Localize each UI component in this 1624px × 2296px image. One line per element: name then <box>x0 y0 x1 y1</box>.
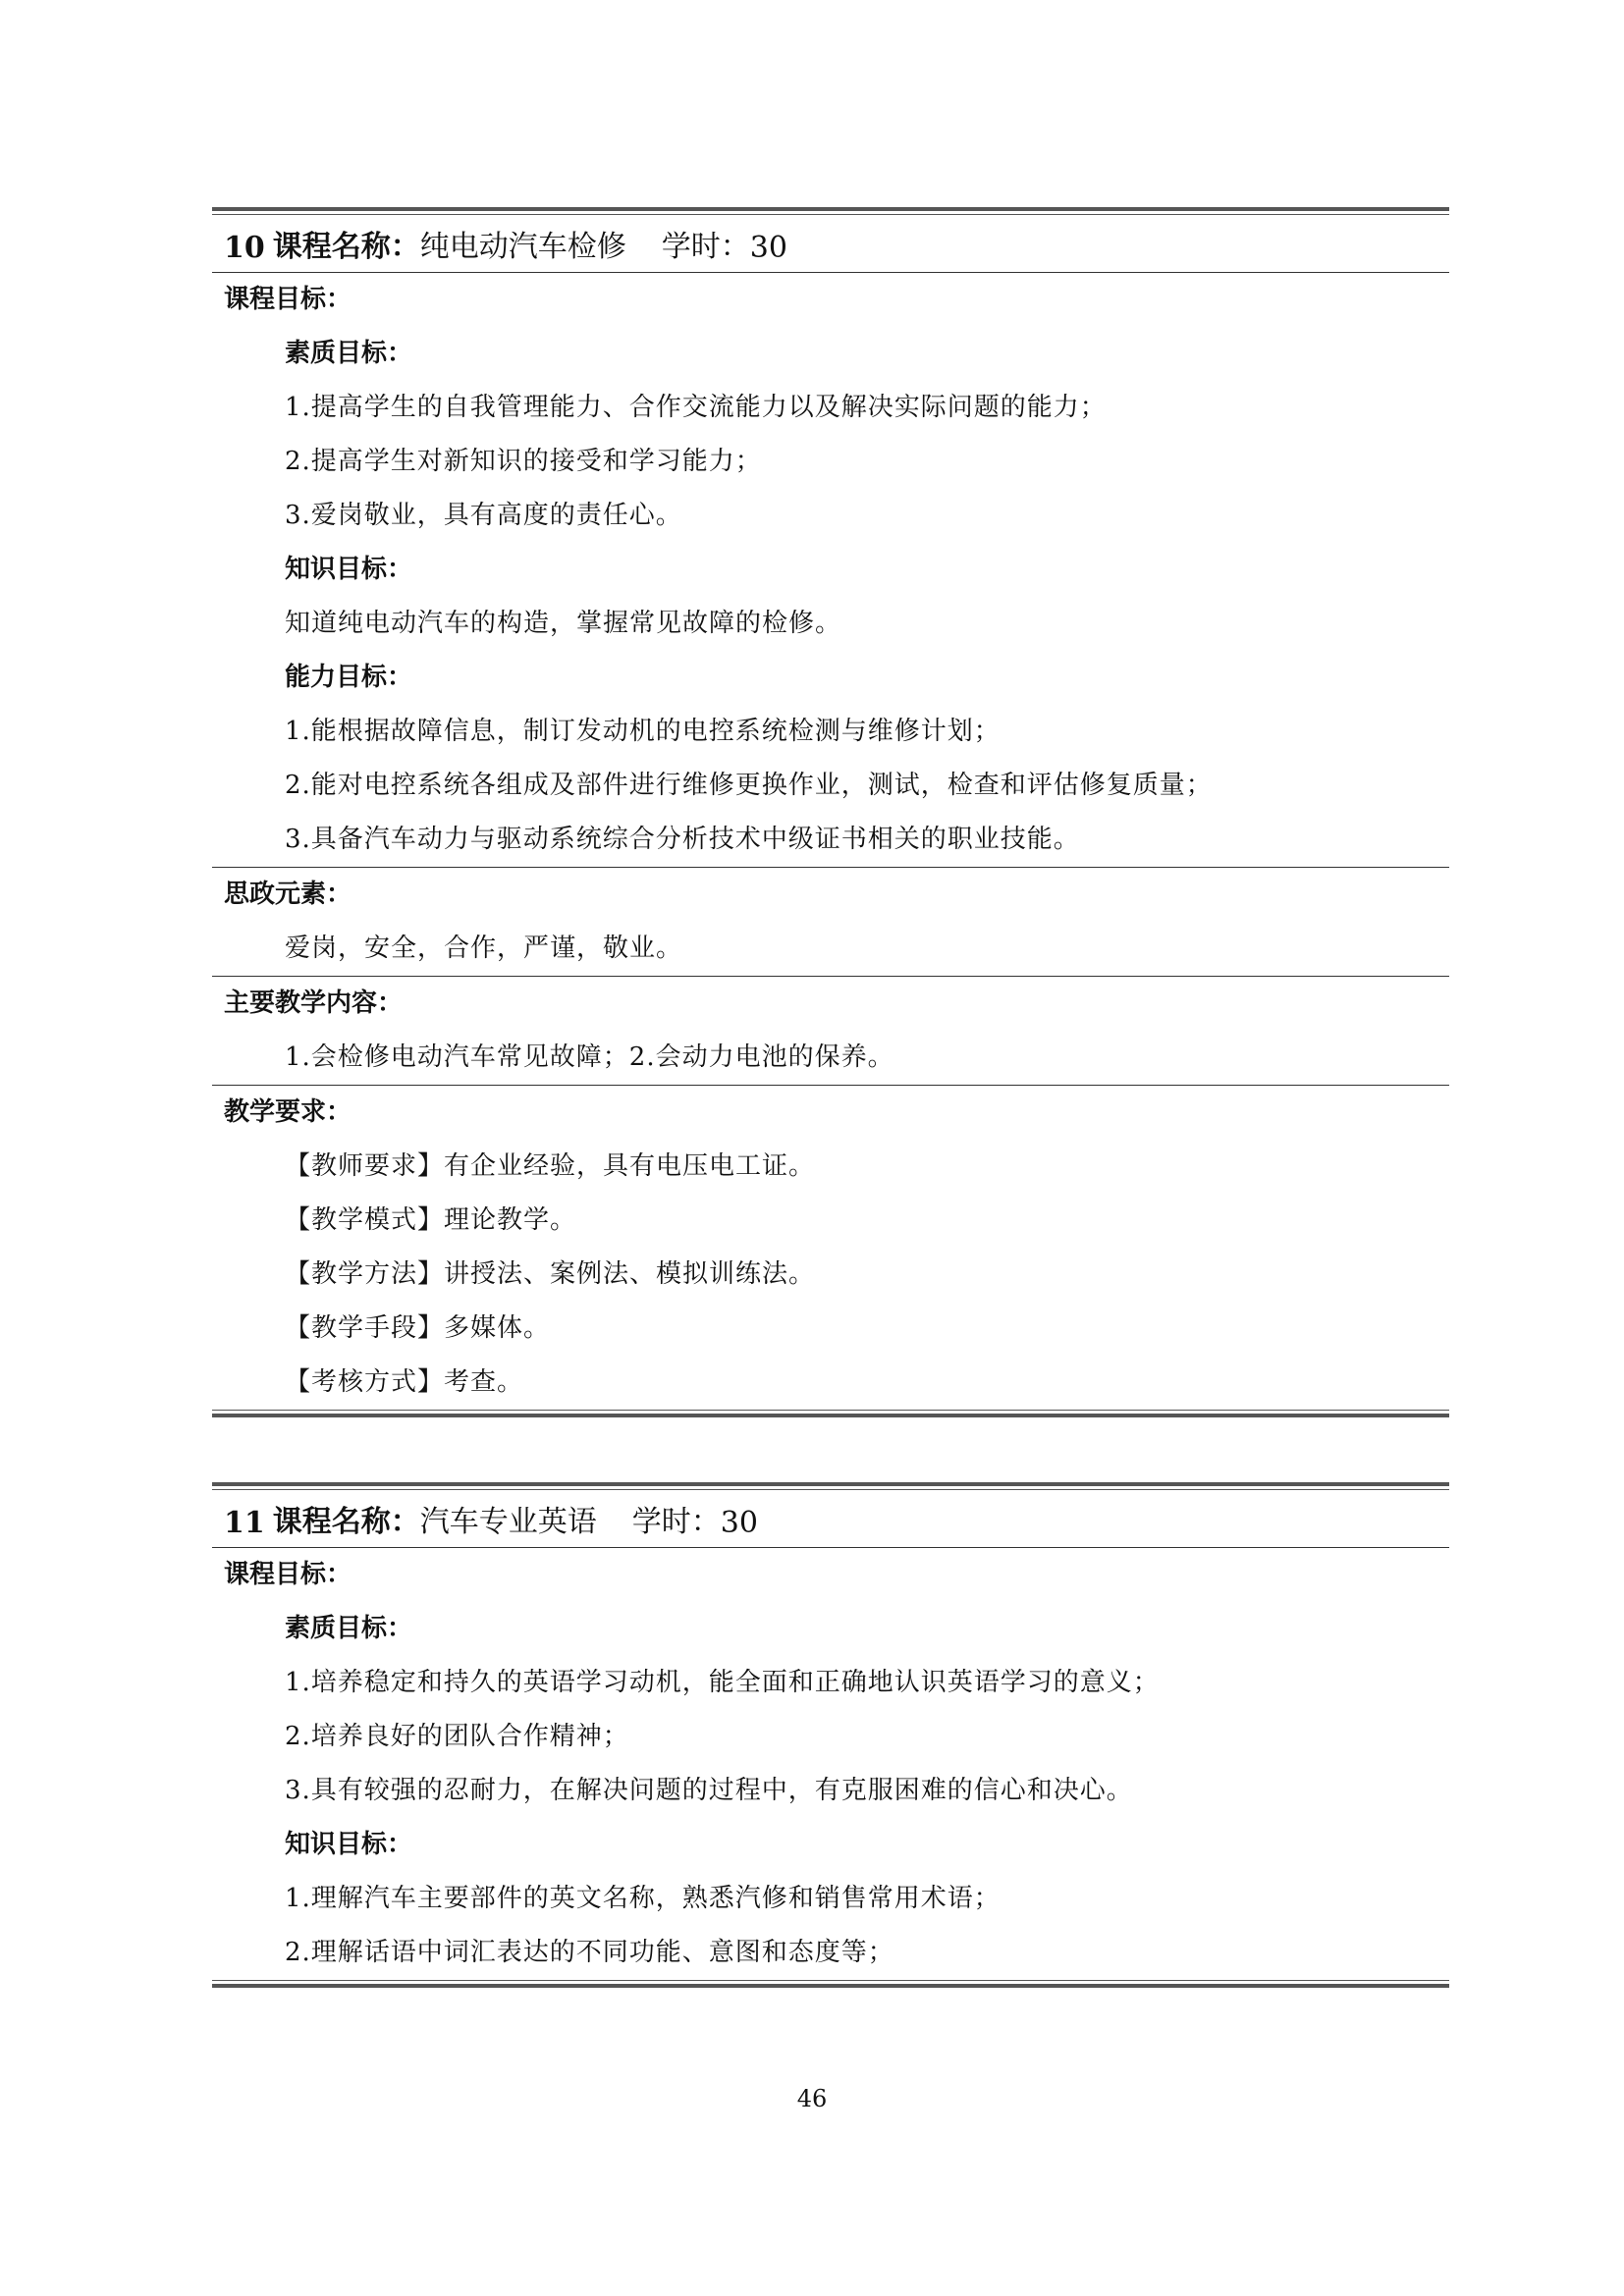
double-rule-top <box>212 1482 1449 1490</box>
ability-item: 3.具备汽车动力与驱动系统综合分析技术中级证书相关的职业技能。 <box>285 825 1080 854</box>
quality-item: 2.培养良好的团队合作精神； <box>285 1722 629 1751</box>
page-number: 46 <box>796 2085 828 2112</box>
quality-item: 2.提高学生对新知识的接受和学习能力； <box>285 447 762 476</box>
requirement-item: 【考核方式】考查。 <box>285 1367 524 1397</box>
knowledge-heading: 知识目标： <box>285 1830 413 1859</box>
quality-item: 3.爱岗敬业，具有高度的责任心。 <box>285 501 682 530</box>
quality-heading: 素质目标： <box>285 339 413 368</box>
quality-heading: 素质目标： <box>285 1614 413 1643</box>
course-title-row <box>212 1490 1449 1547</box>
course-name-label: 课程名称： <box>272 230 420 264</box>
double-rule-bottom <box>212 1410 1449 1417</box>
course-name-label: 课程名称： <box>272 1505 420 1539</box>
knowledge-heading: 知识目标： <box>285 555 413 584</box>
content-text: 1.会检修电动汽车常见故障；2.会动力电池的保养。 <box>285 1042 894 1072</box>
hours-label: 学时： <box>661 230 750 264</box>
course-number: 10 <box>224 231 265 265</box>
course-block-10 <box>212 207 1449 1417</box>
course-name: 纯电动汽车检修 <box>419 230 626 264</box>
course-number: 11 <box>224 1506 265 1540</box>
objectives-heading: 课程目标： <box>224 285 352 314</box>
double-rule-top <box>212 207 1449 215</box>
requirement-item: 【教学模式】理论教学。 <box>285 1205 577 1235</box>
ability-item: 1.能根据故障信息，制订发动机的电控系统检测与维修计划； <box>285 717 1001 746</box>
objectives-heading: 课程目标： <box>224 1560 352 1589</box>
requirement-item: 【教师要求】有企业经验，具有电压电工证。 <box>285 1151 816 1181</box>
requirement-item: 【教学方法】讲授法、案例法、模拟训练法。 <box>285 1259 816 1289</box>
hours-value: 30 <box>720 1506 758 1540</box>
ideology-text: 爱岗，安全，合作，严谨，敬业。 <box>285 934 683 963</box>
double-rule-bottom <box>212 1980 1449 1988</box>
course-block-11 <box>212 1482 1449 1988</box>
hours-value: 30 <box>749 231 787 265</box>
requirements-heading: 教学要求： <box>224 1097 352 1127</box>
ability-heading: 能力目标： <box>285 663 413 692</box>
quality-item: 1.提高学生的自我管理能力、合作交流能力以及解决实际问题的能力； <box>285 393 1107 422</box>
knowledge-item: 知道纯电动汽车的构造，掌握常见故障的检修。 <box>285 609 842 638</box>
ideology-heading: 思政元素： <box>224 880 352 909</box>
hours-label: 学时： <box>631 1505 721 1539</box>
content-heading: 主要教学内容： <box>224 988 404 1018</box>
knowledge-item: 2.理解话语中词汇表达的不同功能、意图和态度等； <box>285 1938 894 1967</box>
quality-item: 3.具有较强的忍耐力，在解决问题的过程中，有克服困难的信心和决心。 <box>285 1776 1133 1805</box>
ability-item: 2.能对电控系统各组成及部件进行维修更换作业，测试，检查和评估修复质量； <box>285 771 1213 800</box>
course-title-row <box>212 215 1449 272</box>
quality-item: 1.培养稳定和持久的英语学习动机，能全面和正确地认识英语学习的意义； <box>285 1668 1160 1697</box>
knowledge-item: 1.理解汽车主要部件的英文名称，熟悉汽修和销售常用术语； <box>285 1884 1001 1913</box>
requirement-item: 【教学手段】多媒体。 <box>285 1313 551 1343</box>
course-name: 汽车专业英语 <box>419 1505 597 1539</box>
